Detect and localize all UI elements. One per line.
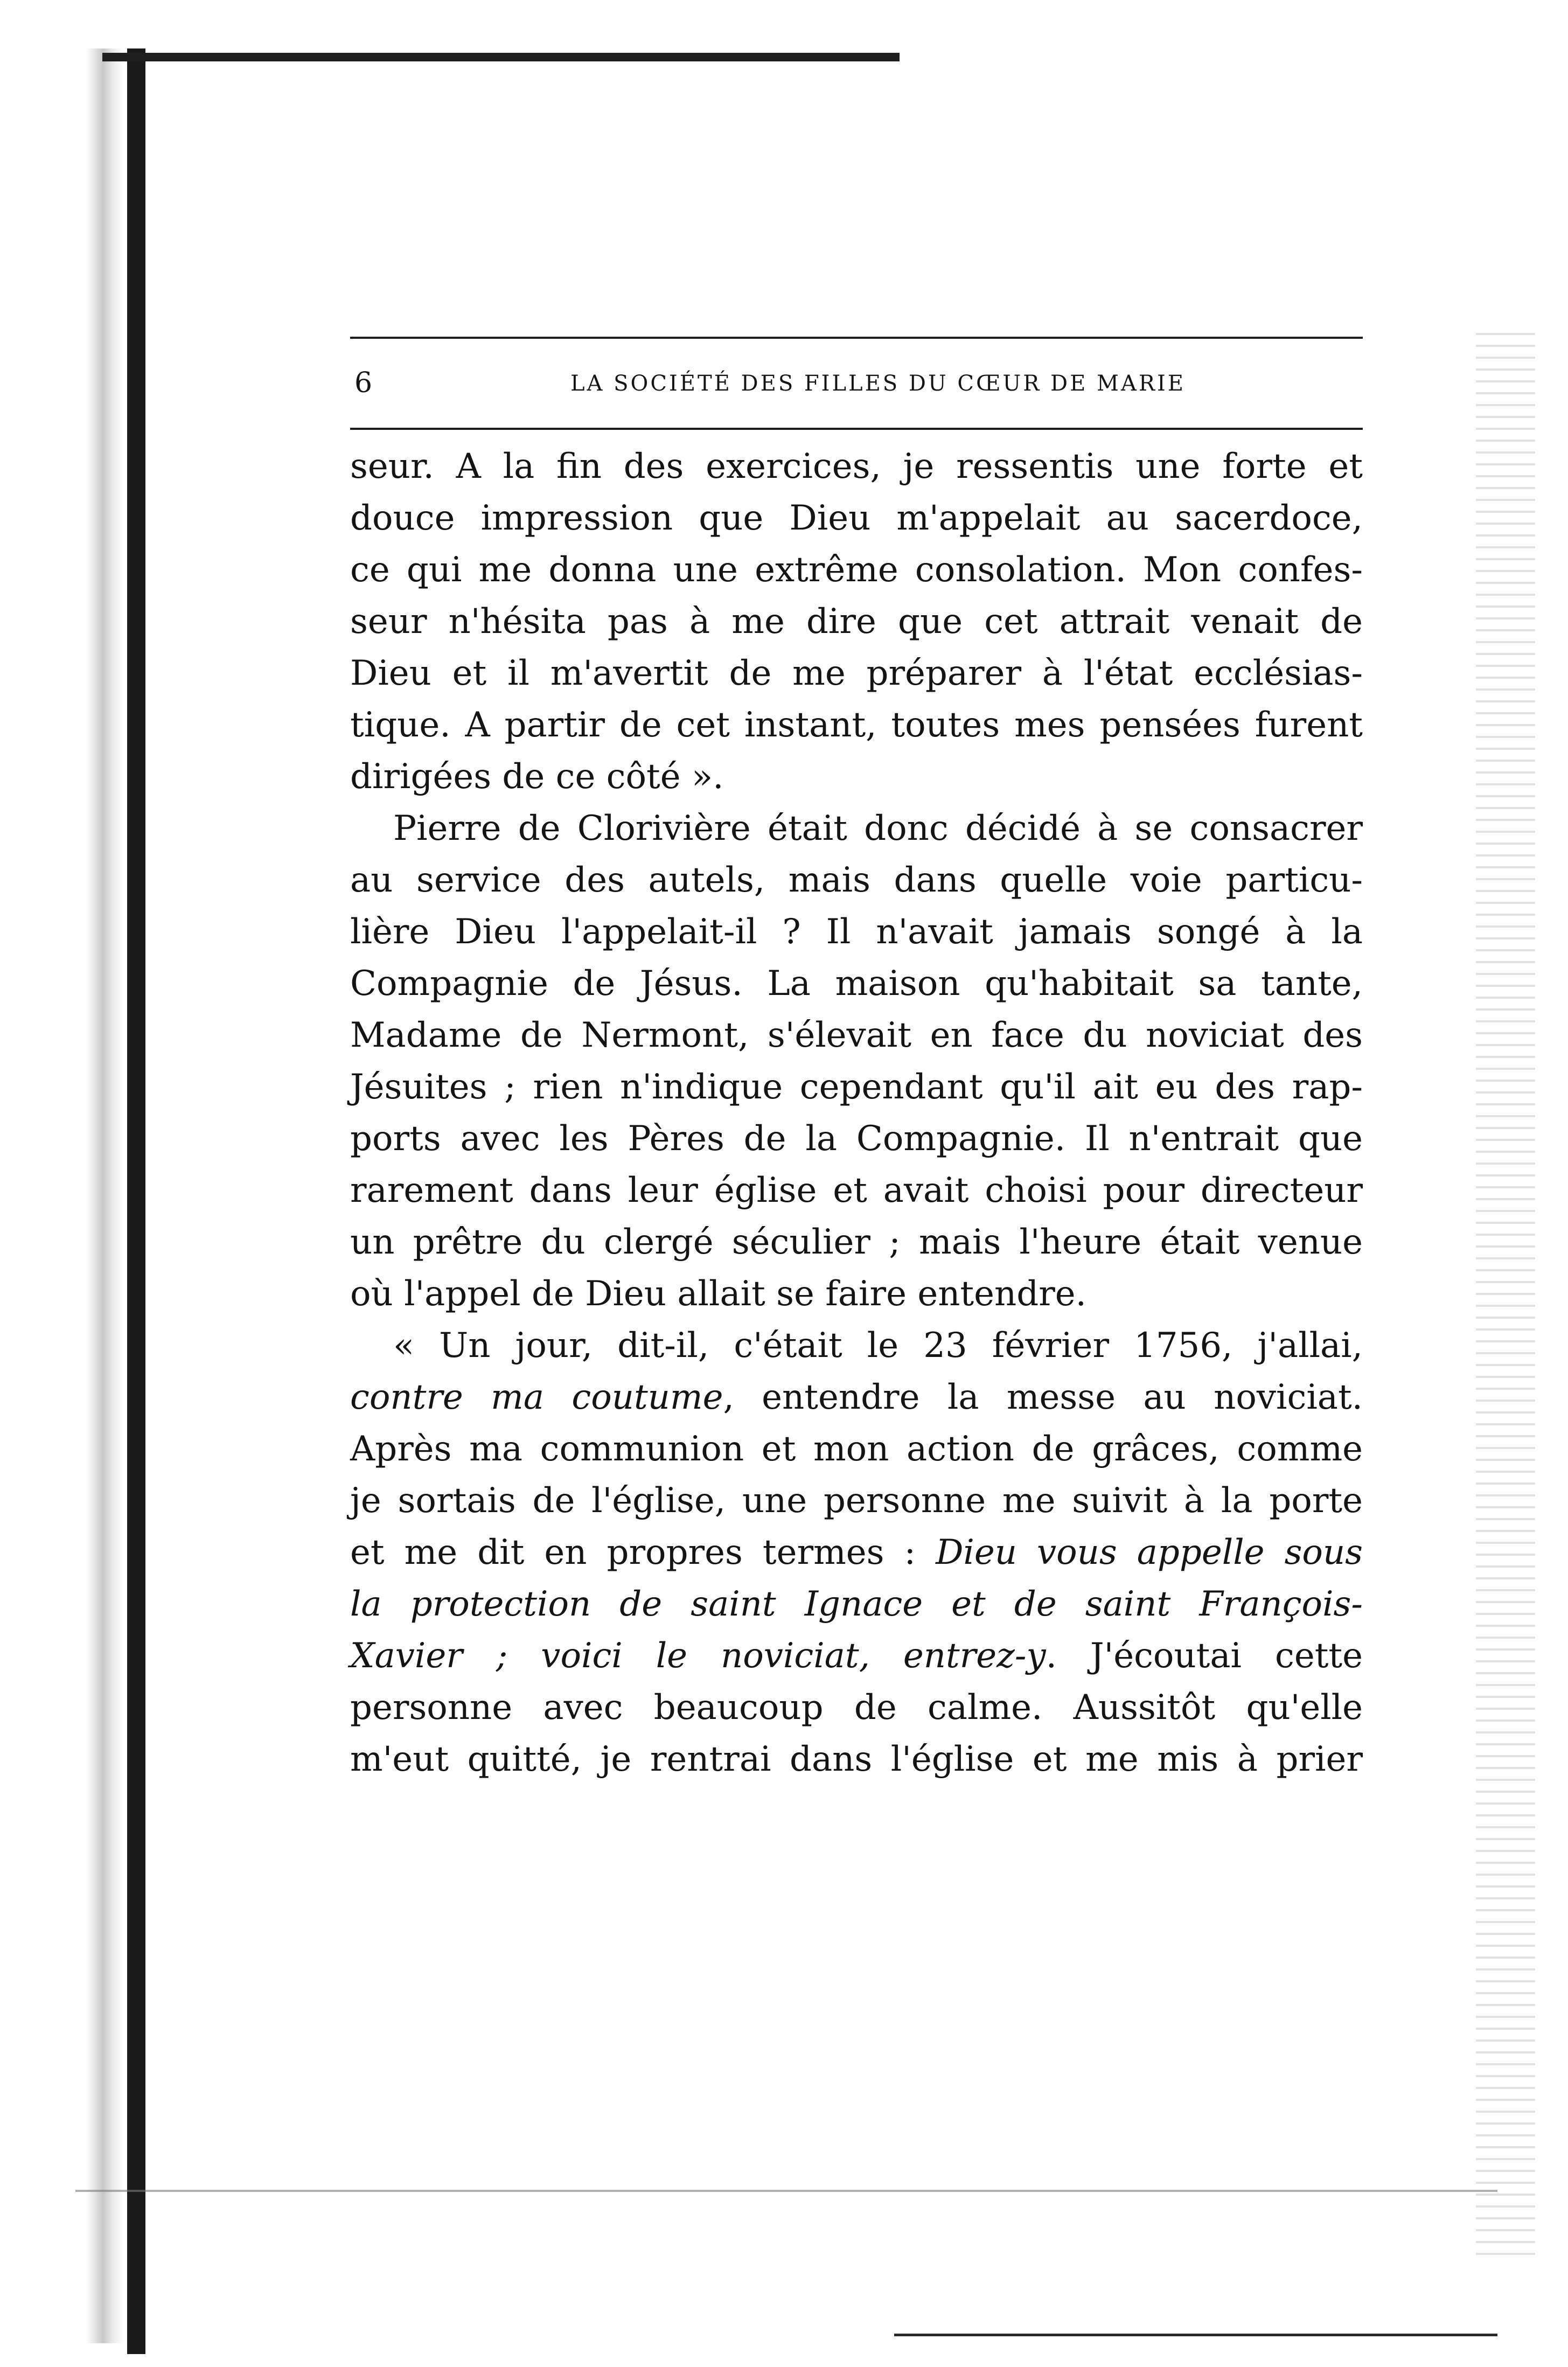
text-line: dirigées de ce côté ». — [350, 757, 724, 797]
text-line: Jésuites ; rien n'indique cependant qu'il ait eu des rap- — [350, 1067, 1363, 1107]
text-line: un prêtre du clergé séculier ; mais l'heure était venue — [350, 1222, 1363, 1262]
scan-binding-edge — [127, 48, 145, 2354]
text-line: seur n'hésita pas à me dire que cet attrait venait de — [350, 602, 1363, 642]
text-line: Madame de Nermont, s'élevait en face du noviciat des — [350, 1015, 1363, 1055]
scan-noise-right — [1476, 323, 1535, 2262]
scan-line-bottom — [75, 2190, 1497, 2192]
paragraph-3 — [350, 1320, 1363, 1785]
running-head — [350, 337, 1363, 430]
text-line: personne avec beaucoup de calme. Aussitôt qu'elle — [350, 1688, 1363, 1728]
paragraph-1 — [350, 441, 1363, 803]
italic-text: contre ma coutume — [350, 1377, 723, 1417]
text-line: où l'appel de Dieu allait se faire entendre. — [350, 1274, 1086, 1314]
italic-text: la protection de saint Ignace et de saint François- — [350, 1584, 1363, 1624]
text-line — [350, 1372, 1363, 1423]
text-line — [350, 1527, 1363, 1578]
text-line: Pierre de Clorivière était donc décidé à se consacrer — [393, 809, 1363, 848]
text-line: je sortais de l'église, une personne me suivit à la porte — [350, 1481, 1363, 1521]
text-line: Après ma communion et mon action de grâces, comme — [350, 1429, 1363, 1469]
text-line — [350, 1578, 1363, 1630]
text-line: douce impression que Dieu m'appelait au sacerdoce, — [350, 498, 1363, 538]
text-fragment: . J'écoutai cette — [1046, 1636, 1363, 1676]
running-title: LA SOCIÉTÉ DES FILLES DU CŒUR DE MARIE — [570, 371, 1186, 396]
italic-text: Dieu vous appelle sous — [936, 1533, 1363, 1572]
text-line: m'eut quitté, je rentrai dans l'église et me mis à prier — [350, 1739, 1363, 1779]
text-line — [350, 1630, 1363, 1682]
scan-shadow-left — [86, 48, 124, 2343]
text-line: au service des autels, mais dans quelle voie particu- — [350, 860, 1363, 900]
text-line: seur. A la fin des exercices, je ressentis une forte et — [350, 447, 1363, 486]
text-line: ports avec les Pères de la Compagnie. Il n'entrait que — [350, 1119, 1363, 1159]
scan-line-bottom-right — [894, 2334, 1497, 2336]
italic-text: Xavier ; voici le noviciat, entrez-y — [350, 1636, 1046, 1676]
text-line: Dieu et il m'avertit de me préparer à l'état ecclésias- — [350, 653, 1363, 693]
body-text — [350, 441, 1363, 1785]
text-fragment: et me dit en propres termes : — [350, 1533, 936, 1572]
text-line: « Un jour, dit-il, c'était le 23 février 1756, j'allai, — [393, 1326, 1363, 1366]
text-line: ce qui me donna une extrême consolation. Mon confes- — [350, 550, 1363, 590]
text-line: rarement dans leur église et avait choisi pour directeur — [350, 1171, 1363, 1210]
text-fragment: , entendre la messe au noviciat. — [723, 1377, 1363, 1417]
scan-top-edge — [102, 53, 900, 61]
page-number: 6 — [354, 367, 373, 399]
text-line: Compagnie de Jésus. La maison qu'habitait sa tante, — [350, 964, 1363, 1004]
book-page — [350, 337, 1363, 1785]
text-line: tique. A partir de cet instant, toutes mes pensées furent — [350, 705, 1363, 745]
text-line: lière Dieu l'appelait-il ? Il n'avait jamais songé à la — [350, 912, 1363, 952]
paragraph-2 — [350, 803, 1363, 1320]
